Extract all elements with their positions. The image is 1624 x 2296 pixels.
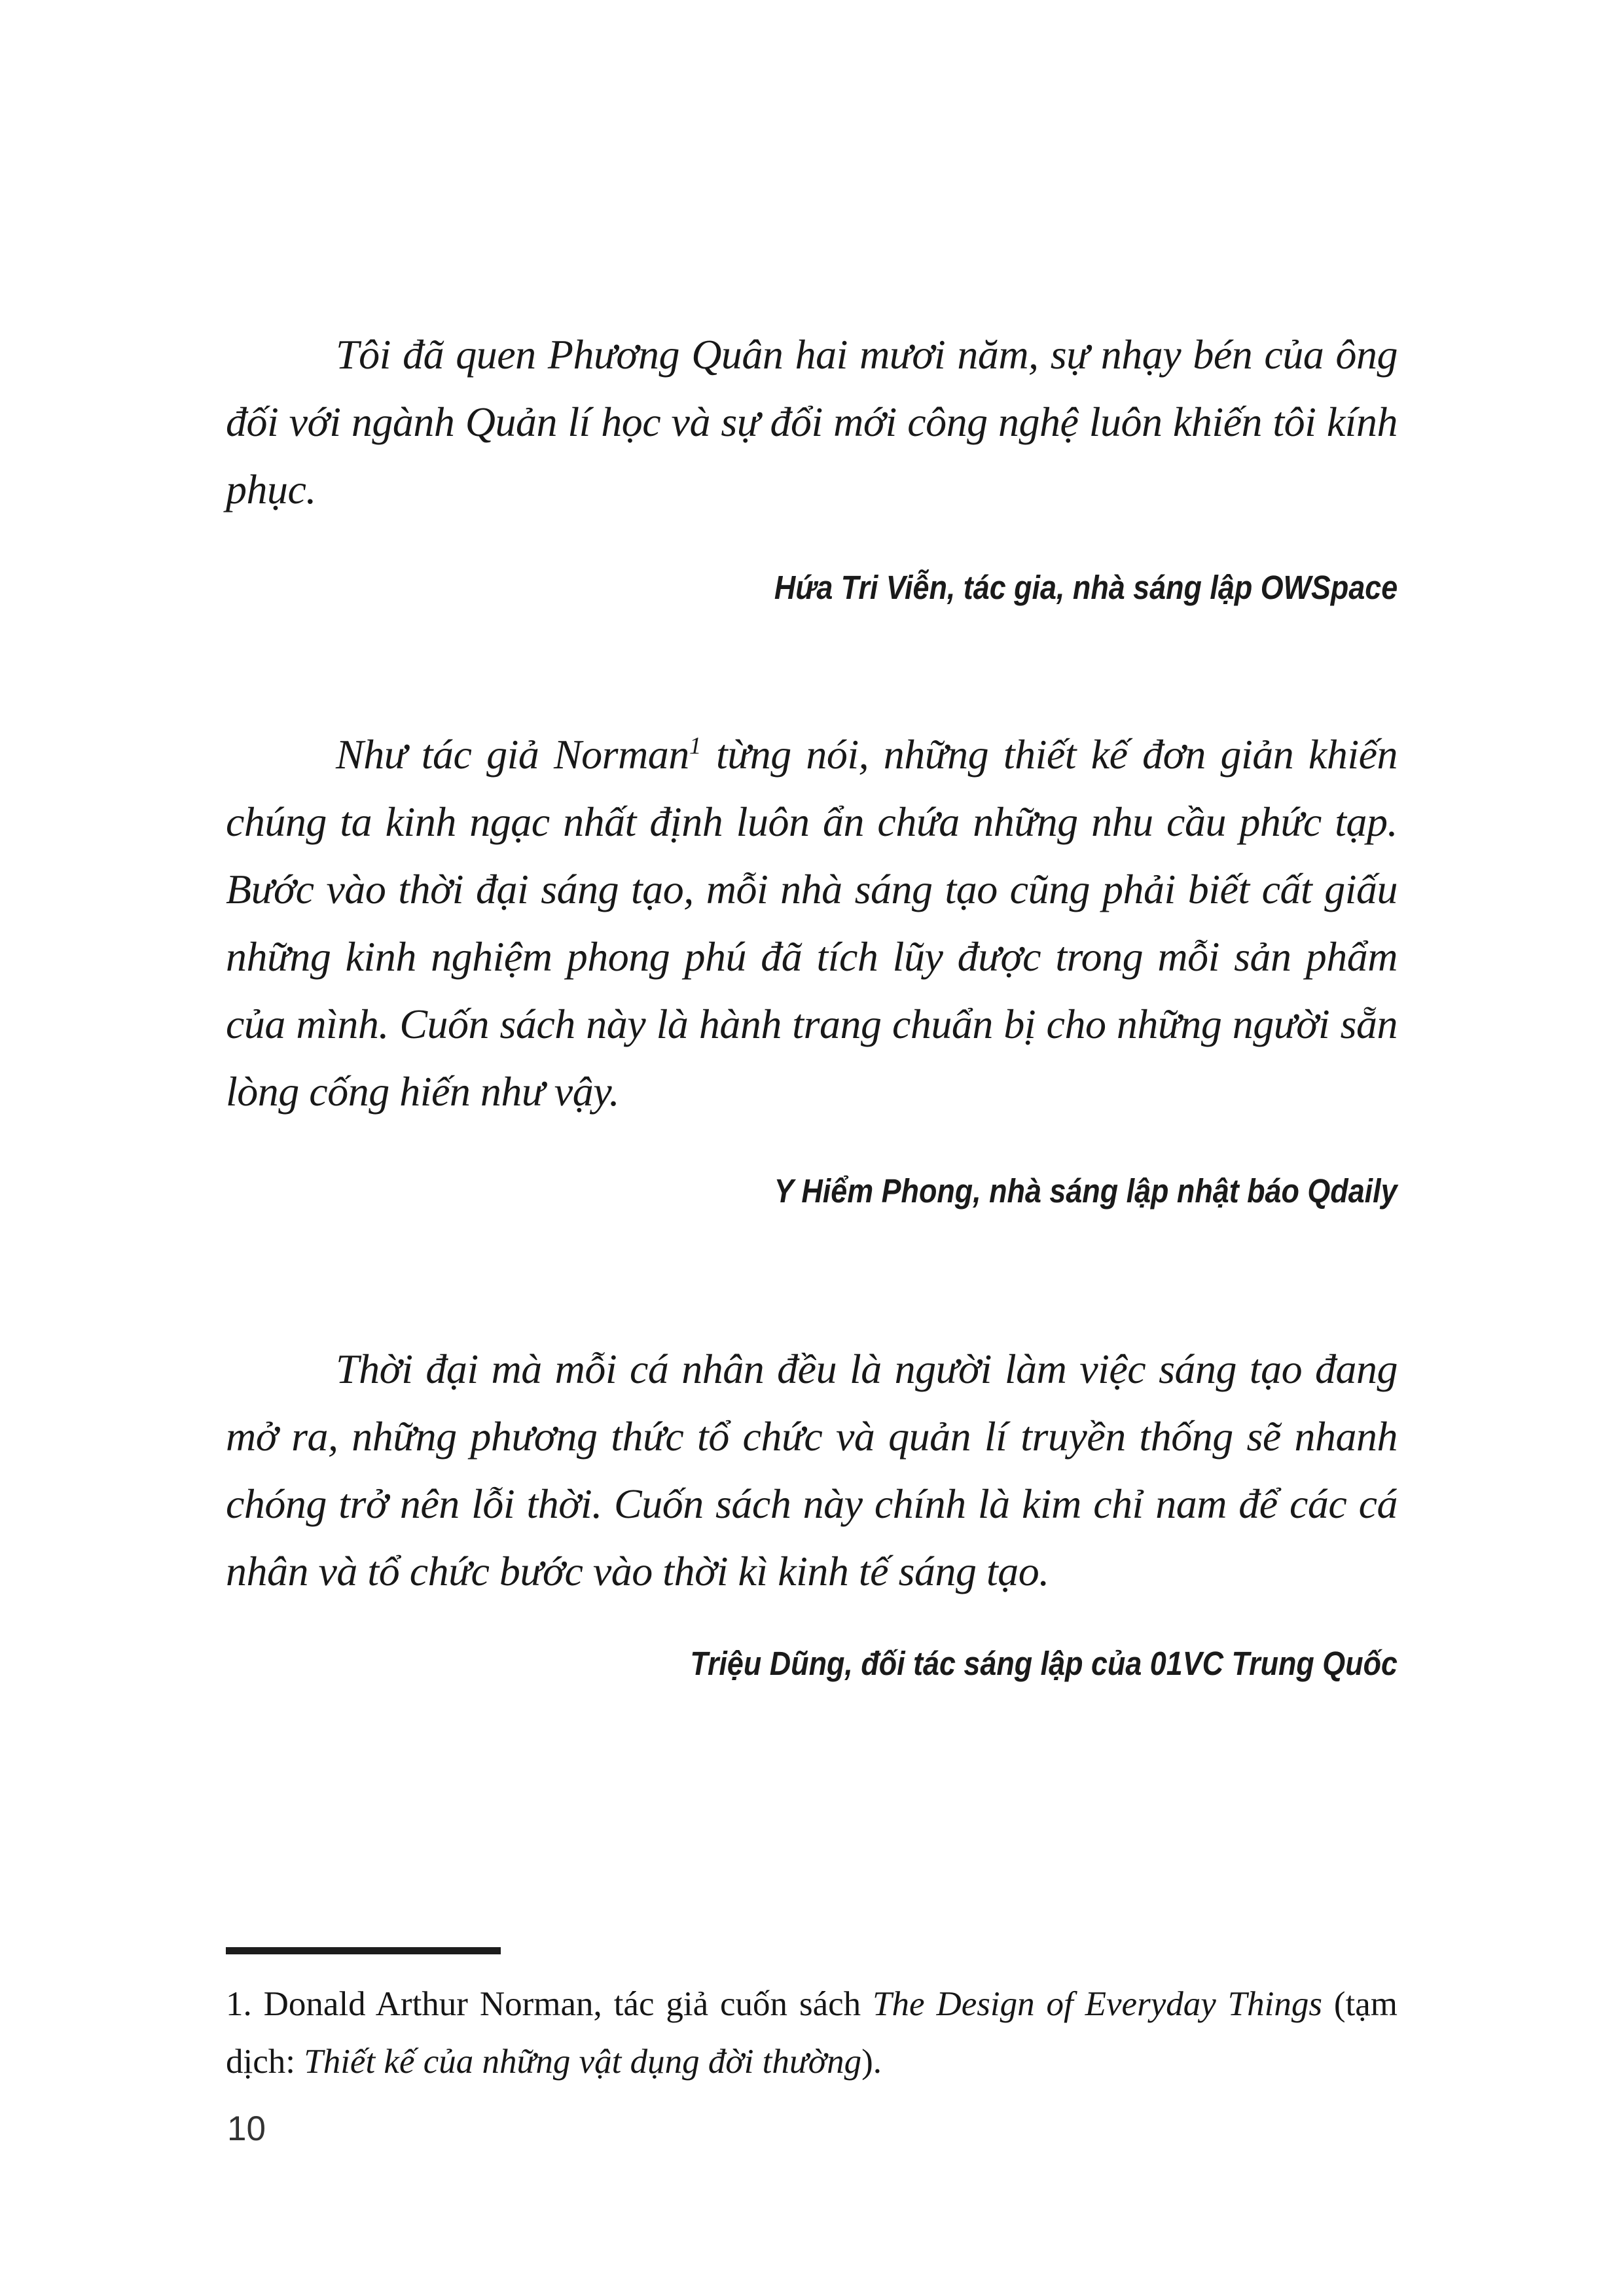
quote-3-attribution-text: Triệu Dũng, đối tác sáng lập của 01VC Trung Quốc [690,1645,1398,1682]
quote-2-attribution [226,1168,1398,1214]
footnote-reference-marker: 1 [689,732,702,760]
quote-3-attribution [226,1641,1398,1687]
quote-2-part-after-ref: từng nói, những thiết kế đơn giản khiến chúng ta kinh ngạc nhất định luôn ẩn chứa những nhu cầu phức tạp. Bước vào thời đại sáng tạo, mỗi nhà sáng tạo cũng phải biết cất giấu những kinh nghiệm phong phú đã tích lũy được trong mỗi sản phẩm của mình. Cuốn sách này là hành trang chuẩn bị cho những người sẵn lòng cống hiến như vậy. [226,731,1398,1115]
quote-2-attribution-text: Y Hiểm Phong, nhà sáng lập nhật báo Qdaily [774,1172,1398,1210]
quote-2-part-before-ref: Như tác giả Norman [336,731,689,778]
quote-1-attribution-text: Hứa Tri Viễn, tác gia, nhà sáng lập OWSpace [774,569,1398,606]
footnote-prefix: 1. Donald Arthur Norman, tác giả cuốn sách [226,1985,873,2023]
quote-3-text: Thời đại mà mỗi cá nhân đều là người làm việc sáng tạo đang mở ra, những phương thức tổ chức và quản lí truyền thống sẽ nhanh chóng trở nên lỗi thời. Cuốn sách này chính là kim chỉ nam để các cá nhân và tổ chức bước vào thời kì kinh tế sáng tạo. [226,1346,1398,1594]
quote-1-text: Tôi đã quen Phương Quân hai mươi năm, sự nhạy bén của ông đối với ngành Quản lí học và sự đổi mới công nghệ luôn khiến tôi kính phục. [226,331,1398,512]
footnote-divider-rule [226,1947,501,1954]
quote-2-text [226,721,1398,1125]
footnote-suffix: ). [861,2043,882,2081]
quote-1-attribution [226,565,1398,611]
footnote-text [226,1975,1398,2090]
footnote-translated-title: Thiết kế của những vật dụng đời thường [304,2043,862,2081]
footnote-middle: (tạm dịch: [226,1985,1398,2081]
footnote-section [226,1947,1398,2125]
text-block [226,0,1398,1687]
page-number: 10 [227,2109,266,2148]
footnote-book-title: The Design of Everyday Things [873,1985,1322,2023]
